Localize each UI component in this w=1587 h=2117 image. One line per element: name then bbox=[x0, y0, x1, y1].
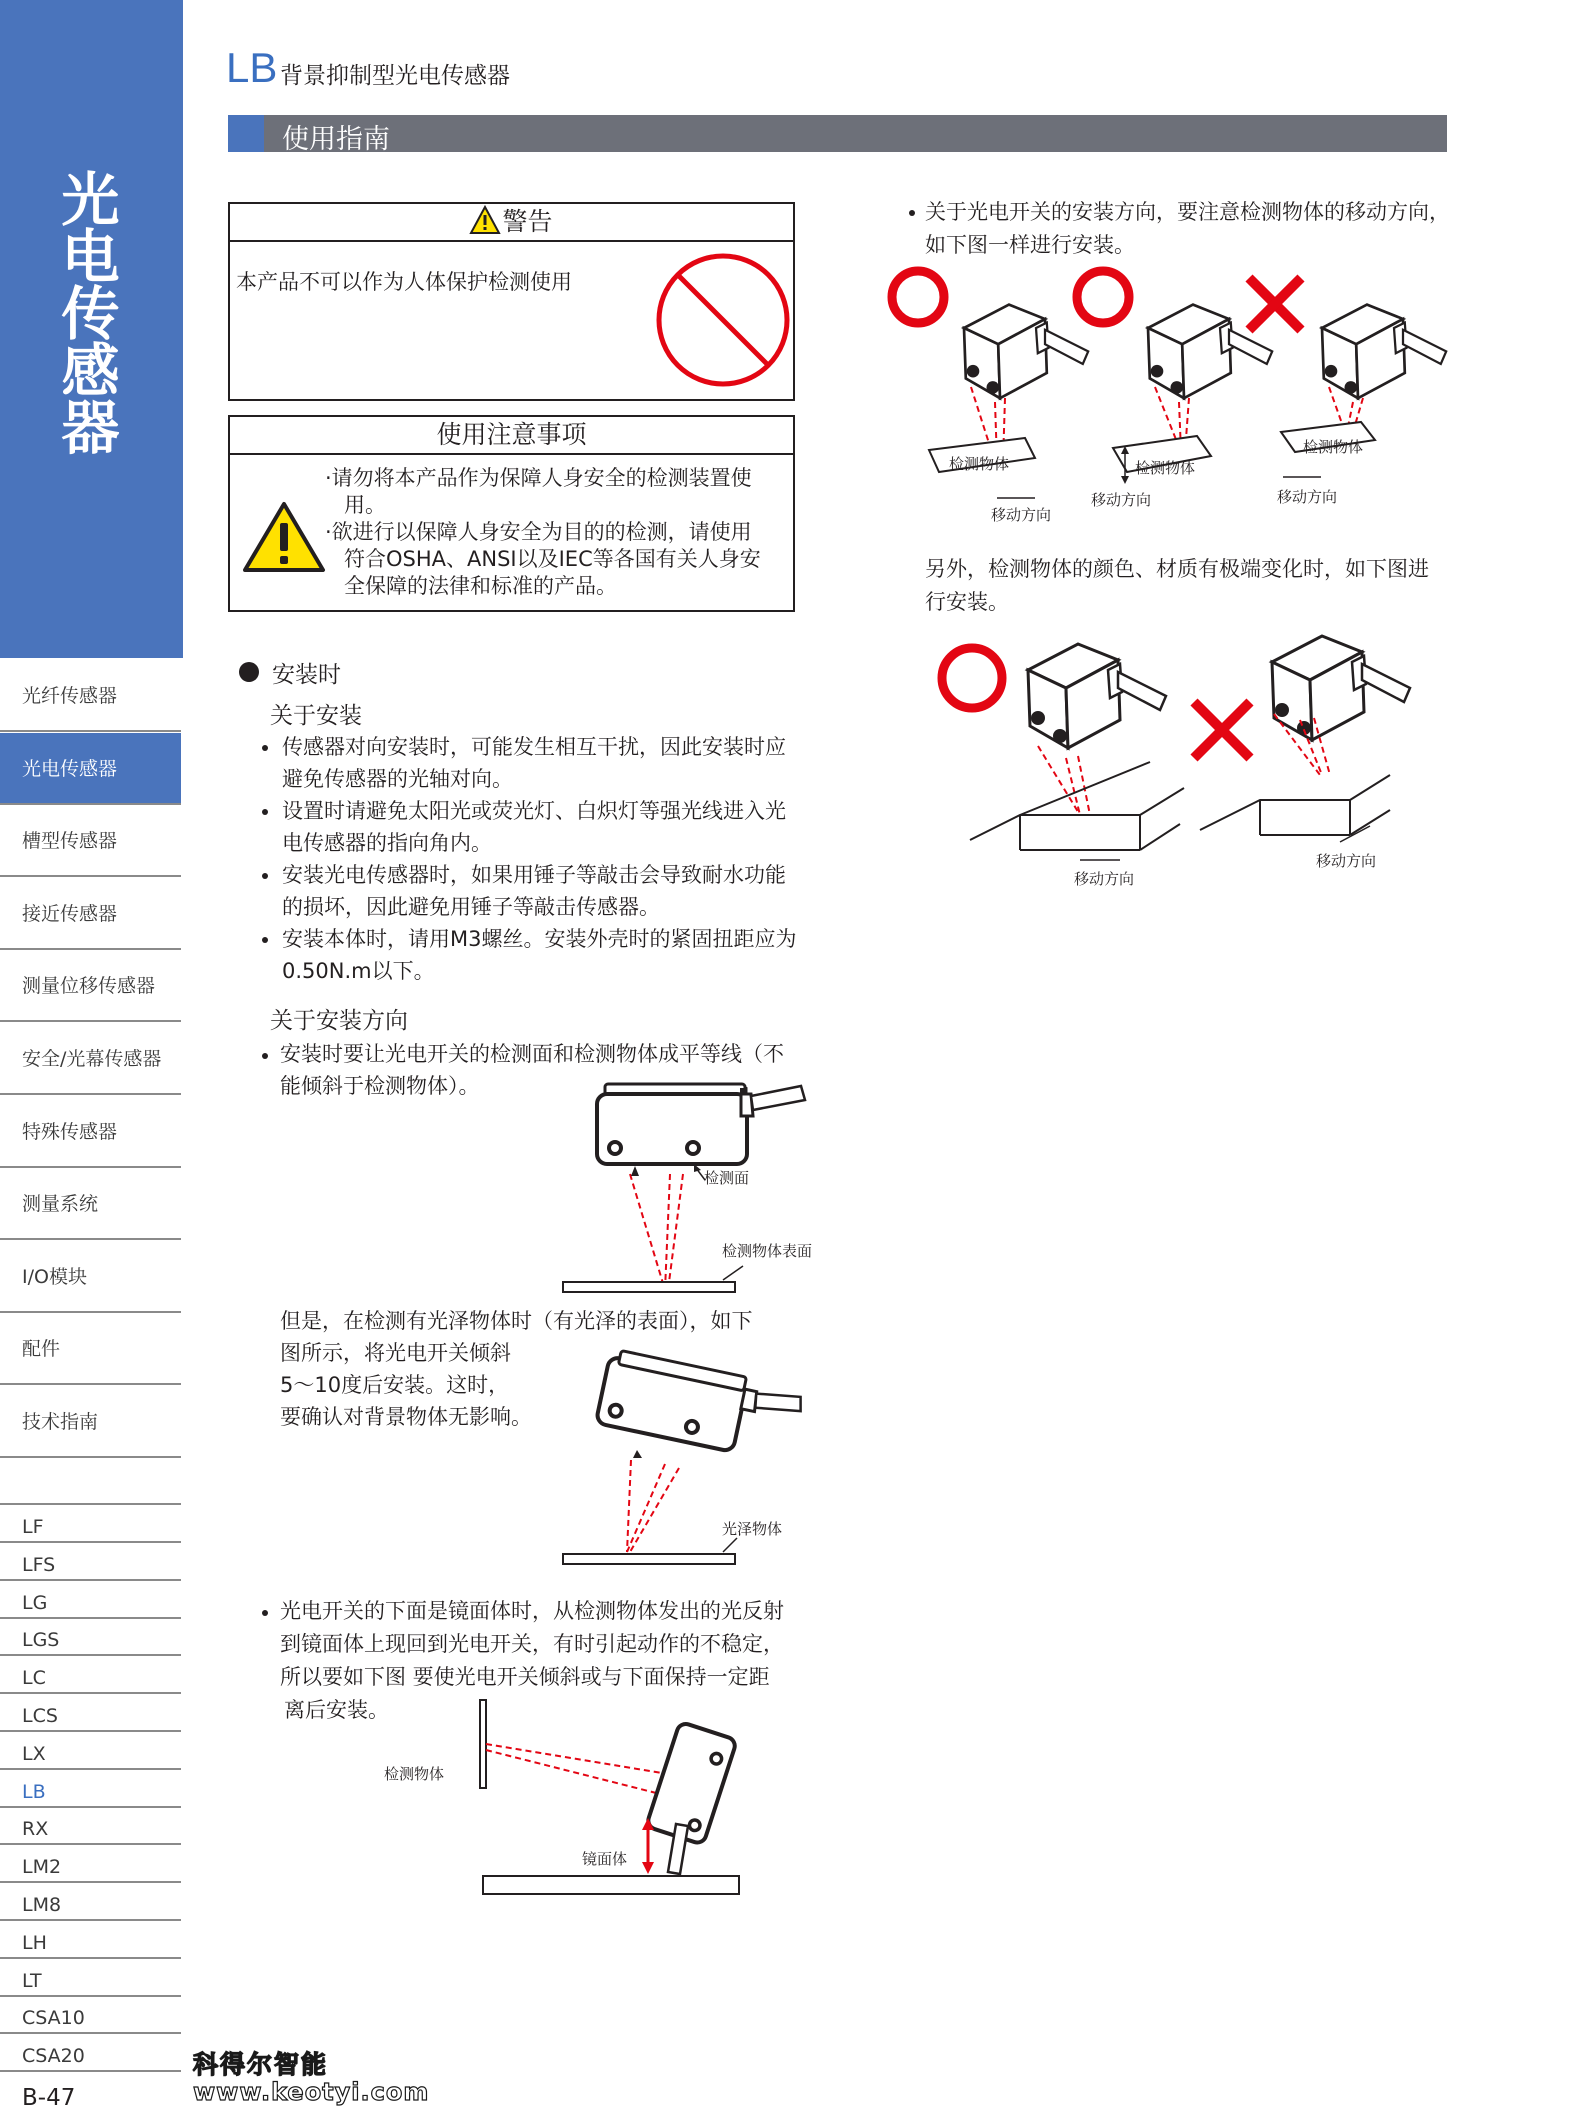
install-bullet-text: 安装光电传感器时，如果用锤子等敲击会导致耐水功能 bbox=[282, 863, 786, 887]
install-subheading: 关于安装 bbox=[270, 703, 362, 729]
ok-circle-icon bbox=[1077, 271, 1129, 323]
note-line: ·欲进行以保障人身安全为目的的检测，请使用 bbox=[325, 520, 752, 544]
banner-char: 光 bbox=[61, 166, 122, 234]
movement-direction-figure bbox=[885, 262, 1475, 532]
direction-label: 移动方向 bbox=[1277, 488, 1338, 506]
note-line: 全保障的法律和标准的产品。 bbox=[344, 574, 617, 598]
sidebar-model-item[interactable]: LT bbox=[0, 1959, 181, 1997]
sensor-lens bbox=[1171, 381, 1184, 394]
list-bullet bbox=[262, 745, 268, 751]
page-number: B-47 bbox=[22, 2085, 76, 2111]
mirror-text-4: 离后安装。 bbox=[284, 1698, 389, 1722]
note-line: 符合OSHA、ANSI以及IEC等各国有关人身安 bbox=[344, 547, 761, 571]
sensor-lens bbox=[1053, 729, 1067, 743]
sensor-cable bbox=[1118, 672, 1166, 710]
prohibition-icon bbox=[653, 250, 793, 390]
ok-circle-icon bbox=[892, 271, 944, 323]
gloss-text-3: 5～10度后安装。这时， bbox=[280, 1373, 510, 1397]
list-bullet bbox=[262, 873, 268, 879]
warning-small-icon bbox=[470, 206, 500, 234]
sensor-lens bbox=[1031, 711, 1045, 725]
install-bullet-text: 设置时请避免太阳光或荧光灯、白炽灯等强光线进入光 bbox=[282, 799, 786, 823]
banner-char: 传 bbox=[61, 280, 122, 348]
install-bullet-text: 传感器对向安装时，可能发生相互干扰，因此安装时应 bbox=[282, 735, 786, 759]
install-bullet-text: 0.50N.m以下。 bbox=[282, 959, 435, 983]
install-bullet-text: 安装本体时，请用M3螺丝。安装外壳时的紧固扭距应为 bbox=[282, 927, 797, 951]
conveyor-edge bbox=[1200, 800, 1350, 830]
sidebar-category-item[interactable]: 槽型传感器 bbox=[0, 805, 181, 877]
sidebar-model-item[interactable]: LB bbox=[0, 1770, 181, 1808]
sidebar-model-item[interactable]: LX bbox=[0, 1732, 181, 1770]
sensor-drawing bbox=[964, 305, 1088, 399]
gloss-text-2: 图所示，将光电开关倾斜 bbox=[280, 1341, 511, 1365]
direction-text-2: 能倾斜于检测物体）。 bbox=[280, 1074, 480, 1098]
sidebar-model-item[interactable]: CSA20 bbox=[0, 2034, 181, 2072]
material-change-figure bbox=[930, 630, 1490, 890]
list-bullet bbox=[909, 210, 915, 216]
sidebar-model-item[interactable]: LGS bbox=[0, 1618, 181, 1656]
sidebar-category-item[interactable]: 特殊传感器 bbox=[0, 1096, 181, 1168]
section-bar bbox=[228, 115, 1447, 152]
gloss-text-1: 但是，在检测有光泽物体时（有光泽的表面），如下 bbox=[280, 1309, 753, 1333]
direction-note-1: 关于光电开关的安装方向，要注意检测物体的移动方向， bbox=[925, 200, 1450, 224]
note-line: 用。 bbox=[344, 493, 386, 517]
warning-title: 警告 bbox=[502, 207, 553, 236]
sidebar-category-item[interactable]: 接近传感器 bbox=[0, 878, 181, 950]
banner-char: 感 bbox=[61, 337, 122, 405]
color-note-2: 行安装。 bbox=[925, 590, 1009, 614]
sensor-lens bbox=[967, 365, 980, 378]
sidebar-model-item[interactable]: LF bbox=[0, 1505, 181, 1543]
sidebar-model-item[interactable]: LFS bbox=[0, 1543, 181, 1581]
mirror-object-label: 检测物体 bbox=[384, 1765, 445, 1783]
section-bullet bbox=[239, 662, 259, 682]
sidebar-model-item[interactable]: RX bbox=[0, 1807, 181, 1845]
sidebar-model-item[interactable]: LM2 bbox=[0, 1845, 181, 1883]
notes-title: 使用注意事项 bbox=[230, 417, 793, 455]
light-beam bbox=[1066, 758, 1080, 815]
direction-arrow bbox=[1121, 476, 1129, 484]
direction-note-2: 如下图一样进行安装。 bbox=[925, 233, 1135, 257]
object-label: 检测物体 bbox=[949, 455, 1010, 473]
sensor-lens bbox=[1275, 703, 1289, 717]
install-heading: 安装时 bbox=[272, 662, 341, 688]
brand-watermark: 科得尔智能 bbox=[193, 2050, 329, 2079]
ok-circle-icon bbox=[942, 648, 1002, 708]
sidebar-category-item[interactable]: 测量系统 bbox=[0, 1168, 181, 1240]
note-line: ·请勿将本产品作为保障人身安全的检测装置使 bbox=[325, 466, 752, 490]
list-bullet bbox=[262, 1053, 268, 1059]
sidebar-category-item[interactable]: 光纤传感器 bbox=[0, 660, 181, 732]
sensor-drawing bbox=[1322, 305, 1446, 399]
sensor-lens bbox=[987, 381, 1000, 394]
list-bullet bbox=[262, 1610, 268, 1616]
sidebar-banner-title bbox=[0, 166, 183, 462]
banner-char: 器 bbox=[61, 394, 122, 462]
mirror-text-2: 到镜面体上现回到光电开关，有时引起动作的不稳定， bbox=[280, 1632, 784, 1656]
install-bullet-text: 电传感器的指向角内。 bbox=[282, 831, 492, 855]
sidebar-category-item[interactable]: I/O模块 bbox=[0, 1241, 181, 1313]
sidebar-model-item[interactable]: LG bbox=[0, 1581, 181, 1619]
direction-text-1: 安装时要让光电开关的检测面和检测物体成平等线（不 bbox=[280, 1042, 784, 1066]
tilted-mount-figure bbox=[555, 1360, 855, 1560]
direction-subheading: 关于安装方向 bbox=[270, 1008, 408, 1034]
list-bullet bbox=[262, 809, 268, 815]
sensor-lens bbox=[1345, 381, 1358, 394]
conveyor-edge bbox=[1350, 775, 1390, 800]
sidebar-model-item[interactable]: LH bbox=[0, 1921, 181, 1959]
sidebar-model-item[interactable]: CSA10 bbox=[0, 1996, 181, 2034]
gloss-text-4: 要确认对背景物体无影响。 bbox=[280, 1405, 532, 1429]
object-label: 检测物体 bbox=[1303, 438, 1364, 456]
sensor-cable bbox=[1045, 330, 1088, 364]
sidebar-model-item[interactable]: LC bbox=[0, 1656, 181, 1694]
sidebar-category-item[interactable]: 光电传感器 bbox=[0, 733, 181, 805]
sidebar-banner bbox=[0, 0, 183, 658]
section-title: 使用指南 bbox=[282, 124, 390, 155]
object-surface-label: 检测物体表面 bbox=[722, 1242, 813, 1260]
sidebar-model-item[interactable]: LM8 bbox=[0, 1883, 181, 1921]
sensor-lens bbox=[1297, 721, 1311, 735]
gloss-object-label: 光泽物体 bbox=[722, 1520, 783, 1538]
direction-label: 移动方向 bbox=[1316, 852, 1377, 870]
install-bullet-text: 避免传感器的光轴对向。 bbox=[282, 767, 513, 791]
sidebar-category-item[interactable]: 测量位移传感器 bbox=[0, 950, 181, 1022]
parallel-mount-figure bbox=[555, 1080, 885, 1300]
mirror-body-label: 镜面体 bbox=[582, 1850, 628, 1868]
warning-triangle-icon bbox=[242, 501, 326, 573]
sensor-cable bbox=[1229, 330, 1272, 364]
section-bar-accent bbox=[228, 115, 264, 152]
model-code: LB bbox=[226, 44, 278, 91]
direction-label: 移动方向 bbox=[991, 506, 1052, 524]
list-bullet bbox=[262, 937, 268, 943]
sensor-cable bbox=[1362, 664, 1410, 702]
mirror-text-1: 光电开关的下面是镜面体时，从检测物体发出的光反射 bbox=[280, 1599, 784, 1623]
light-beam bbox=[1078, 756, 1090, 815]
sidebar-model-item[interactable]: LCS bbox=[0, 1694, 181, 1732]
direction-label: 移动方向 bbox=[1091, 491, 1152, 509]
conveyor-edge bbox=[1350, 810, 1390, 835]
object-label: 检测物体 bbox=[1135, 459, 1196, 477]
conveyor-edge bbox=[1140, 824, 1180, 850]
sensor-cable bbox=[1403, 330, 1446, 364]
sensor-lens bbox=[1151, 365, 1164, 378]
conveyor-edge bbox=[1140, 788, 1184, 815]
mirror-text-3: 所以要如下图 要使光电开关倾斜或与下面保持一定距 bbox=[280, 1665, 770, 1689]
warning-header bbox=[230, 204, 793, 242]
warning-box bbox=[228, 202, 795, 401]
conveyor-edge bbox=[970, 815, 1140, 840]
sensor-drawing bbox=[1028, 644, 1166, 748]
sidebar-category-item[interactable]: 配件 bbox=[0, 1313, 181, 1385]
mirror-surface-figure bbox=[480, 1698, 780, 1898]
warning-text: 本产品不可以作为人体保护检测使用 bbox=[236, 270, 572, 294]
sidebar-category-item[interactable]: 技术指南 bbox=[0, 1386, 181, 1458]
brand-url[interactable]: www.keotyi.com bbox=[193, 2078, 430, 2106]
direction-label: 移动方向 bbox=[1074, 870, 1135, 888]
sensor-drawing bbox=[1272, 636, 1410, 740]
conveyor-edge bbox=[1020, 762, 1150, 815]
sensor-lens bbox=[1325, 365, 1338, 378]
sidebar-category-item[interactable]: 安全/光幕传感器 bbox=[0, 1023, 181, 1095]
page-title: 背景抑制型光电传感器 bbox=[280, 63, 510, 89]
install-bullet-text: 的损坏，因此避免用锤子等敲击传感器。 bbox=[282, 895, 660, 919]
banner-char: 电 bbox=[61, 223, 122, 291]
detect-surface-label: 检测面 bbox=[704, 1169, 750, 1187]
color-note-1: 另外，检测物体的颜色、材质有极端变化时，如下图进 bbox=[925, 557, 1429, 581]
notes-box bbox=[228, 415, 795, 612]
